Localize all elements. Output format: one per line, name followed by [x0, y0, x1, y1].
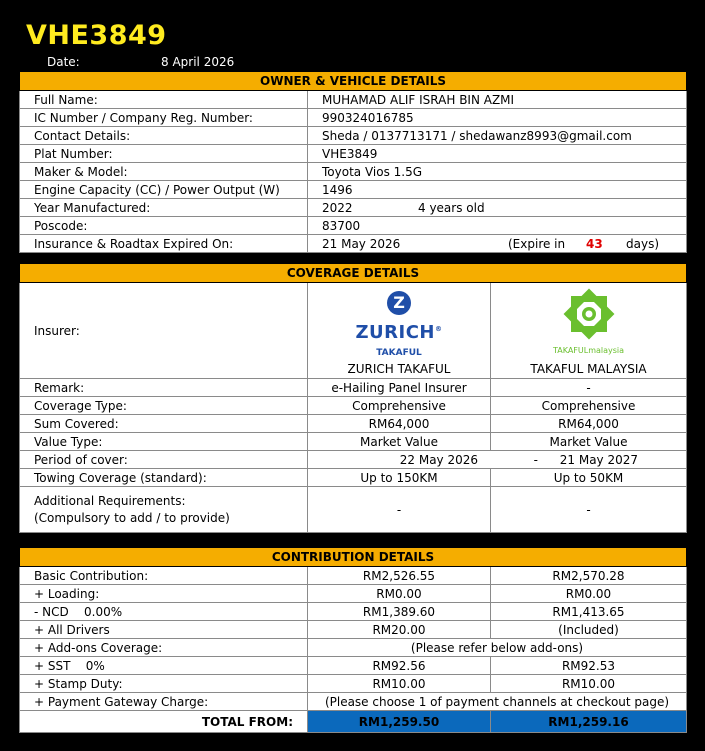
table-row — [20, 639, 687, 657]
period-to: 21 May 2027 — [559, 452, 638, 467]
cell-zurich: Market Value — [308, 433, 491, 451]
additional-line1: Additional Requirements: — [34, 493, 186, 508]
row-value: Sheda / 0137713171 / shedawanz8993@gmail.com — [308, 127, 687, 145]
takaful-logo — [491, 287, 686, 359]
table-row — [20, 433, 687, 451]
table-row — [20, 621, 687, 639]
cell-zurich: RM10.00 — [308, 675, 491, 693]
insurer-name-takaful: TAKAFUL MALAYSIA — [530, 362, 647, 376]
coverage-table — [19, 263, 687, 533]
row-value: 1496 — [308, 181, 687, 199]
zurich-z-icon: Z — [387, 291, 411, 315]
total-label: TOTAL FROM: — [20, 711, 308, 733]
date-value: 8 April 2026 — [161, 55, 235, 69]
section-header-contribution: CONTRIBUTION DETAILS — [20, 548, 687, 567]
cell-zurich: RM20.00 — [308, 621, 491, 639]
cell-takaful: (Included) — [491, 621, 687, 639]
row-value: 990324016785 — [308, 109, 687, 127]
gateway-value: (Please choose 1 of payment channels at checkout page) — [308, 693, 687, 711]
row-label: + SST 0% — [20, 657, 308, 675]
row-label: - NCD 0.00% — [20, 603, 308, 621]
insurer-zurich — [308, 283, 491, 379]
cell-takaful: RM64,000 — [491, 415, 687, 433]
table-row — [20, 469, 687, 487]
cell-zurich: RM2,526.55 — [308, 567, 491, 585]
table-row — [20, 145, 687, 163]
year-value: 2022 — [322, 200, 353, 215]
table-row — [20, 675, 687, 693]
table-row — [20, 487, 687, 533]
table-row — [20, 693, 687, 711]
row-label: IC Number / Company Reg. Number: — [20, 109, 308, 127]
row-label: Poscode: — [20, 217, 308, 235]
row-value: 83700 — [308, 217, 687, 235]
row-value — [308, 199, 687, 217]
table-row — [20, 181, 687, 199]
total-takaful: RM1,259.16 — [491, 711, 687, 733]
expiry-suffix: days) — [626, 236, 660, 251]
date-label: Date: — [47, 55, 80, 69]
takaful-emblem-icon — [562, 287, 616, 341]
table-row — [20, 235, 687, 253]
plate-title: VHE3849 — [26, 20, 167, 51]
cell-takaful: RM92.53 — [491, 657, 687, 675]
row-label: Full Name: — [20, 91, 308, 109]
additional-takaful: - — [491, 487, 687, 533]
table-row — [20, 91, 687, 109]
table-row — [20, 199, 687, 217]
table-row — [20, 603, 687, 621]
takaful-logo-text: TAKAFULmalaysia — [552, 346, 625, 355]
row-label: Engine Capacity (CC) / Power Output (W) — [20, 181, 308, 199]
cell-zurich: RM0.00 — [308, 585, 491, 603]
cell-takaful: RM2,570.28 — [491, 567, 687, 585]
row-label: Period of cover: — [20, 451, 308, 469]
row-label: Sum Covered: — [20, 415, 308, 433]
cell-zurich: RM1,389.60 — [308, 603, 491, 621]
insurer-name-zurich: ZURICH TAKAFUL — [347, 362, 451, 376]
row-label: Basic Contribution: — [20, 567, 308, 585]
insurer-takaful — [491, 283, 687, 379]
table-row — [20, 109, 687, 127]
zurich-logo-text: ZURICH — [355, 322, 435, 343]
row-label: Contact Details: — [20, 127, 308, 145]
row-label: + All Drivers — [20, 621, 308, 639]
row-label: + Payment Gateway Charge: — [20, 693, 308, 711]
row-label: Remark: — [20, 379, 308, 397]
cell-zurich: RM64,000 — [308, 415, 491, 433]
expiry-prefix: (Expire in — [508, 236, 566, 251]
row-value: MUHAMAD ALIF ISRAH BIN AZMI — [308, 91, 687, 109]
table-row — [20, 657, 687, 675]
table-row — [20, 397, 687, 415]
table-row — [20, 567, 687, 585]
row-value: Toyota Vios 1.5G — [308, 163, 687, 181]
expiry-date: 21 May 2026 — [322, 236, 401, 251]
table-row — [20, 415, 687, 433]
row-label: + Add-ons Coverage: — [20, 639, 308, 657]
table-row — [20, 217, 687, 235]
total-zurich: RM1,259.50 — [308, 711, 491, 733]
remark-zurich: e-Hailing Panel Insurer — [308, 379, 491, 397]
row-label: Insurance & Roadtax Expired On: — [20, 235, 308, 253]
row-value: VHE3849 — [308, 145, 687, 163]
remark-takaful: - — [491, 379, 687, 397]
row-label: Towing Coverage (standard): — [20, 469, 308, 487]
row-label: Coverage Type: — [20, 397, 308, 415]
additional-line2: (Compulsory to add / to provide) — [34, 510, 230, 525]
table-row — [20, 585, 687, 603]
table-row — [20, 379, 687, 397]
table-row — [20, 283, 687, 379]
cell-takaful: RM0.00 — [491, 585, 687, 603]
towing-zurich: Up to 150KM — [308, 469, 491, 487]
row-label: Year Manufactured: — [20, 199, 308, 217]
insurer-label: Insurer: — [20, 283, 308, 379]
cell-takaful: RM10.00 — [491, 675, 687, 693]
addons-value: (Please refer below add-ons) — [308, 639, 687, 657]
expiry-value — [308, 235, 687, 253]
period-value — [308, 451, 687, 469]
table-row — [20, 163, 687, 181]
additional-requirements-label — [20, 487, 308, 533]
registered-mark: ® — [435, 325, 443, 333]
row-label: Maker & Model: — [20, 163, 308, 181]
cell-takaful: Market Value — [491, 433, 687, 451]
towing-takaful: Up to 50KM — [491, 469, 687, 487]
period-separator: - — [533, 452, 538, 467]
row-label: Value Type: — [20, 433, 308, 451]
table-row — [20, 451, 687, 469]
row-label: + Stamp Duty: — [20, 675, 308, 693]
owner-vehicle-table — [19, 71, 687, 253]
section-header-coverage: COVERAGE DETAILS — [20, 264, 687, 283]
additional-zurich: - — [308, 487, 491, 533]
expiry-days: 43 — [586, 236, 603, 251]
section-header-owner: OWNER & VEHICLE DETAILS — [20, 72, 687, 91]
zurich-logo — [308, 291, 490, 361]
table-row — [20, 127, 687, 145]
row-label: + Loading: — [20, 585, 308, 603]
vehicle-age: 4 years old — [418, 200, 485, 215]
cell-zurich: Comprehensive — [308, 397, 491, 415]
total-row — [20, 711, 687, 733]
row-label: Plat Number: — [20, 145, 308, 163]
cell-takaful: Comprehensive — [491, 397, 687, 415]
cell-takaful: RM1,413.65 — [491, 603, 687, 621]
contribution-table — [19, 547, 687, 733]
cell-zurich: RM92.56 — [308, 657, 491, 675]
period-from: 22 May 2026 — [399, 452, 478, 467]
zurich-logo-sub: TAKAFUL — [376, 348, 422, 358]
